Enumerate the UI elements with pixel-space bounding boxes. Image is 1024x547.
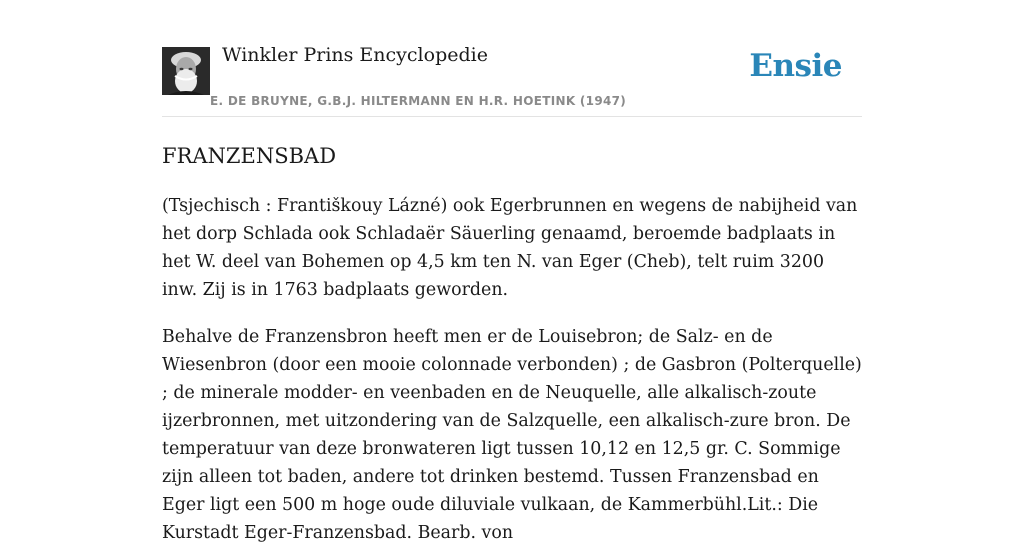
brand-logo[interactable]: Ensie — [749, 48, 842, 84]
page — [162, 0, 862, 543]
entry-paragraph: Behalve de Franzensbron heeft men er de Louisebron; de Salz- en de Wiesenbron (door een mooie colonnade verbonden) ; de Gasbron (Polterquelle) ; de minerale modder- en veenbaden en de Neuquelle, alle alkalisch-zoute ijzerbronnen, met uitzondering van de Salzquelle, een alkalisch-zure bron. De temperatuur van deze bronwateren ligt tussen 10,12 en 12,5 gr. C. Sommige zijn alleen tot baden, andere tot drinken bestemd. Tussen Franzensbad en Eger ligt een 500 m hoge oude diluviale vulkaan, de Kammerbühl.Lit.: Die Kurstadt Eger-Franzensbad. Bearb. von — [162, 327, 862, 543]
author-avatar[interactable] — [162, 47, 210, 95]
source-header — [162, 0, 862, 117]
entry-body — [162, 192, 862, 547]
entry-title: FRANZENSBAD — [162, 144, 337, 168]
source-title[interactable]: Winkler Prins Encyclopedie — [222, 44, 488, 66]
source-authors: E. DE BRUYNE, G.B.J. HILTERMANN EN H.R. HOETINK (1947) — [210, 94, 627, 108]
portrait-icon — [162, 47, 210, 95]
entry-paragraph: (Tsjechisch : Františkouy Lázné) ook Egerbrunnen en wegens de nabijheid van het dorp Schlada ook Schladaër Säuerling genaamd, beroemde badplaats in het W. deel van Bohemen op 4,5 km ten N. van Eger (Cheb), telt ruim 3200 inw. Zij is in 1763 badplaats geworden. — [162, 196, 858, 300]
